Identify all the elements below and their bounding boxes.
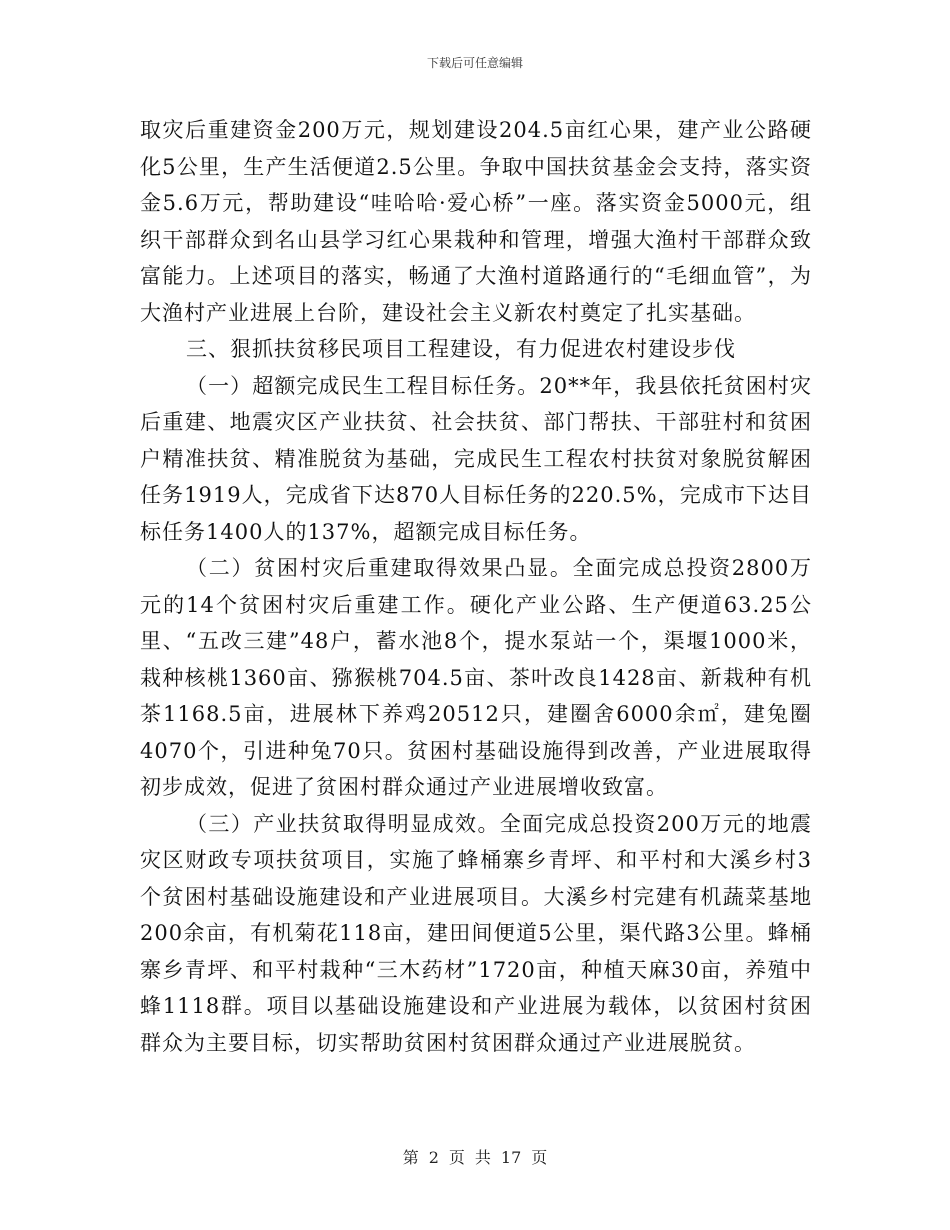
page-number: 2 bbox=[428, 1148, 439, 1167]
total-pages: 17 bbox=[500, 1148, 522, 1167]
paragraph-item-2: （二）贫困村灾后重建取得效果凸显。全面完成总投资2800万元的14个贫困村灾后重建工作。硬化产业公路、生产便道63.25公里、“五改三建”48户，蓄水池8个，提水泵站一个，渠堰1000米，栽种核桃1360亩、猕猴桃704.5亩、茶叶改良1428亩、新栽种有机茶1168.5亩，进展林下养鸡20512只，建圈舍6000余㎡，建兔圈4070个，引进种兔70只。贫困村基础设施得到改善，产业进展取得初步成效，促进了贫困村群众通过产业进展增收致富。 bbox=[140, 556, 812, 799]
footer-label-ye: 页 bbox=[448, 1148, 465, 1167]
section-heading: 三、狠抓扶贫移民项目工程建设，有力促进农村建设步伐 bbox=[186, 337, 736, 361]
paragraph-item-3: （三）产业扶贫取得明显成效。全面完成总投资200万元的地震灾区财政专项扶贫项目，实施了蜂桶寨乡青坪、和平村和大溪乡村3个贫困村基础设施建设和产业进展项目。大溪乡村完建有机蔬菜基地200余亩，有机菊花118亩，建田间便道5公里，渠代路3公里。蜂桶寨乡青坪、和平村栽种“三木药材”1720亩，种植天麻30亩，养殖中蜂1118群。项目以基础设施建设和产业进展为载体，以贫困村贫困群众为主要目标，切实帮助贫困村贫困群众通过产业进展脱贫。 bbox=[140, 811, 812, 1055]
paragraph-item-1: （一）超额完成民生工程目标任务。20**年，我县依托贫困村灾后重建、地震灾区产业扶贫、社会扶贫、部门帮扶、干部驻村和贫困户精准扶贫、精准脱贫为基础，完成民生工程农村扶贫对象脱贫解困任务1919人，完成省下达870人目标任务的220.5%，完成市下达目标任务1400人的137%，超额完成目标任务。 bbox=[140, 373, 812, 544]
page-footer bbox=[0, 1145, 950, 1168]
paragraph-continuation: 取灾后重建资金200万元，规划建设204.5亩红心果，建产业公路硬化5公里，生产生活便道2.5公里。争取中国扶贫基金会支持，落实资金5.6万元，帮助建设“哇哈哈·爱心桥”一座。落实资金5000元，组织干部群众到名山县学习红心果栽种和管理，增强大渔村干部群众致富能力。上述项目的落实，畅通了大渔村道路通行的“毛细血管”，为大渔村产业进展上台阶，建设社会主义新农村奠定了扎实基础。 bbox=[140, 118, 812, 325]
footer-label-di: 第 bbox=[402, 1148, 419, 1167]
document-body bbox=[140, 112, 812, 1061]
footer-label-ye-end: 页 bbox=[531, 1148, 548, 1167]
page-header: 下载后可任意编辑 bbox=[426, 56, 523, 70]
footer-label-gong: 共 bbox=[474, 1148, 491, 1167]
